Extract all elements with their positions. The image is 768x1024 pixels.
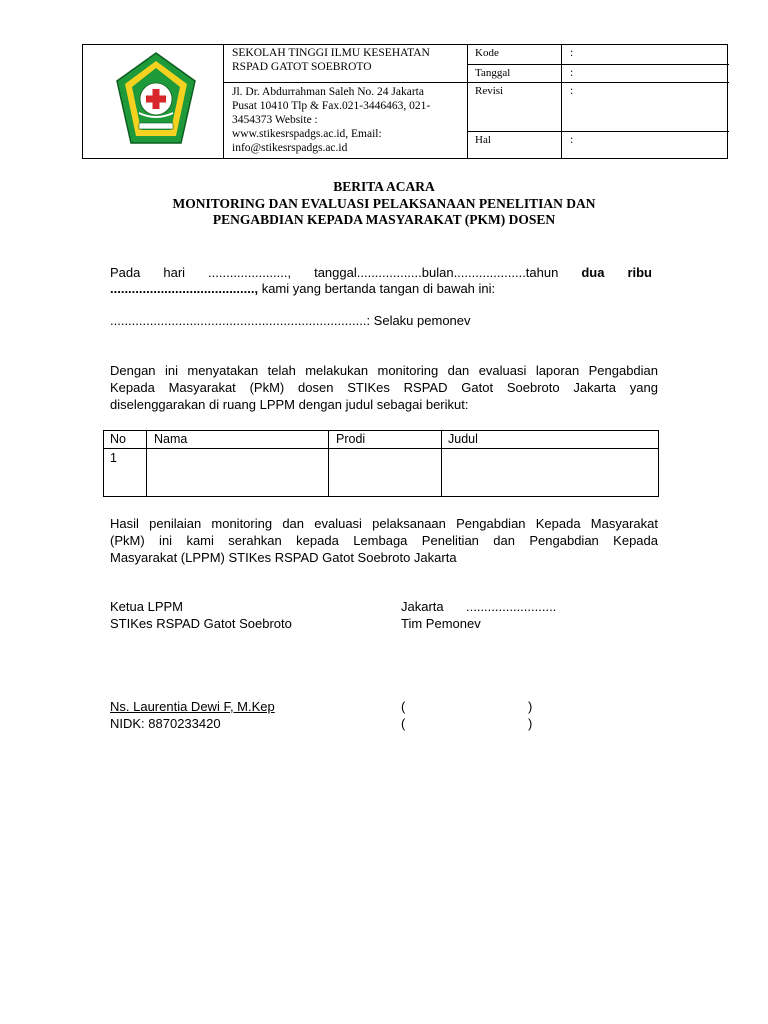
signature-date-dots: ......................... [466, 599, 557, 614]
intro-text: kami yang bertanda tangan di bawah ini: [258, 281, 496, 296]
intro-year-dots: ........................................, [110, 281, 259, 296]
statement-line: diselenggarakan di ruang LPPM dengan judul sebagai berikut: [110, 397, 469, 412]
result-line: Hasil penilaian monitoring dan evaluasi pelaksanaan Pengabdian Kepada Masyarakat [110, 516, 658, 531]
divider [223, 45, 224, 158]
document-subtitle-1: MONITORING DAN EVALUASI PELAKSANAAN PENELITIAN DAN [172, 196, 596, 211]
pemonev-line: .......................................................................: Selaku pemonev [110, 313, 471, 328]
signer-institution: STIKes RSPAD Gatot Soebroto [110, 616, 292, 631]
statement-line: Dengan ini menyatakan telah melakukan monitoring dan evaluasi laporan Pengabdian [110, 363, 658, 378]
monitoring-table [103, 430, 659, 497]
document-title: BERITA ACARA [333, 179, 435, 194]
institution-name-2: RSPAD GATOT SOEBROTO [232, 61, 372, 73]
table-header-nama: Nama [154, 432, 188, 446]
intro-word: Pada [110, 265, 141, 280]
field-label-kode: Kode [475, 47, 499, 59]
intro-line-1 [110, 264, 652, 281]
intro-word: ribu [627, 265, 652, 280]
table-header-prodi: Prodi [336, 432, 366, 446]
divider [328, 431, 329, 496]
document-subtitle-2: PENGABDIAN KEPADA MASYARAKAT (PKM) DOSEN [212, 212, 556, 227]
signer-name: Ns. Laurentia Dewi F, M.Kep [110, 699, 275, 714]
signature-blank-close: ) [528, 699, 533, 714]
address-line: 3454373 Website : [232, 114, 318, 126]
signer-role: Ketua LPPM [110, 599, 183, 614]
letterhead [82, 44, 728, 159]
address-line: info@stikesrspadgs.ac.id [232, 142, 348, 154]
signature-blank-open: ( [401, 699, 406, 714]
signer-nidk: NIDK: 8870233420 [110, 716, 221, 731]
divider [561, 45, 562, 158]
address-line: www.stikesrspadgs.ac.id, Email: [232, 128, 382, 140]
field-label-hal: Hal [475, 134, 491, 146]
result-line: (PkM) ini kami serahkan kepada Lembaga Penelitian dan Pengabdian Kepada [110, 533, 658, 548]
institution-name-1: SEKOLAH TINGGI ILMU KESEHATAN [232, 47, 430, 59]
address-line: Jl. Dr. Abdurrahman Saleh No. 24 Jakarta [232, 86, 424, 98]
divider [467, 45, 468, 158]
divider [104, 448, 658, 449]
divider [467, 64, 729, 65]
field-value-revisi: : [570, 85, 574, 97]
intro-word: dua [581, 265, 605, 280]
address-line: Pusat 10410 Tlp & Fax.021-3446463, 021- [232, 100, 431, 112]
field-value-kode: : [570, 47, 574, 59]
table-header-judul: Judul [448, 432, 478, 446]
intro-word: hari [163, 265, 186, 280]
field-label-revisi: Revisi [475, 85, 504, 97]
field-value-tanggal: : [570, 67, 574, 79]
result-line: Masyarakat (LPPM) STIKes RSPAD Gatot Soebroto Jakarta [110, 550, 457, 565]
address [232, 85, 464, 155]
signature-city: Jakarta [401, 599, 444, 614]
statement-line: Kepada Masyarakat (PkM) dosen STIKes RSPAD Gatot Soebroto Jakarta yang [110, 380, 658, 395]
field-label-tanggal: Tanggal [475, 67, 511, 79]
intro-date: tanggal..................bulan....................tahun [314, 265, 559, 280]
signature-blank-open: ( [401, 716, 406, 731]
intro-line-2 [110, 280, 495, 297]
intro-dots: ......................, [208, 265, 292, 280]
divider [223, 82, 729, 83]
divider [467, 131, 729, 132]
field-value-hal: : [570, 134, 574, 146]
divider [441, 431, 442, 496]
divider [146, 431, 147, 496]
stikes-rspad-logo-icon [115, 51, 197, 151]
signature-blank-close: ) [528, 716, 533, 731]
signature-team: Tim Pemonev [401, 616, 481, 631]
table-cell-no: 1 [110, 451, 117, 465]
table-header-no: No [110, 432, 126, 446]
